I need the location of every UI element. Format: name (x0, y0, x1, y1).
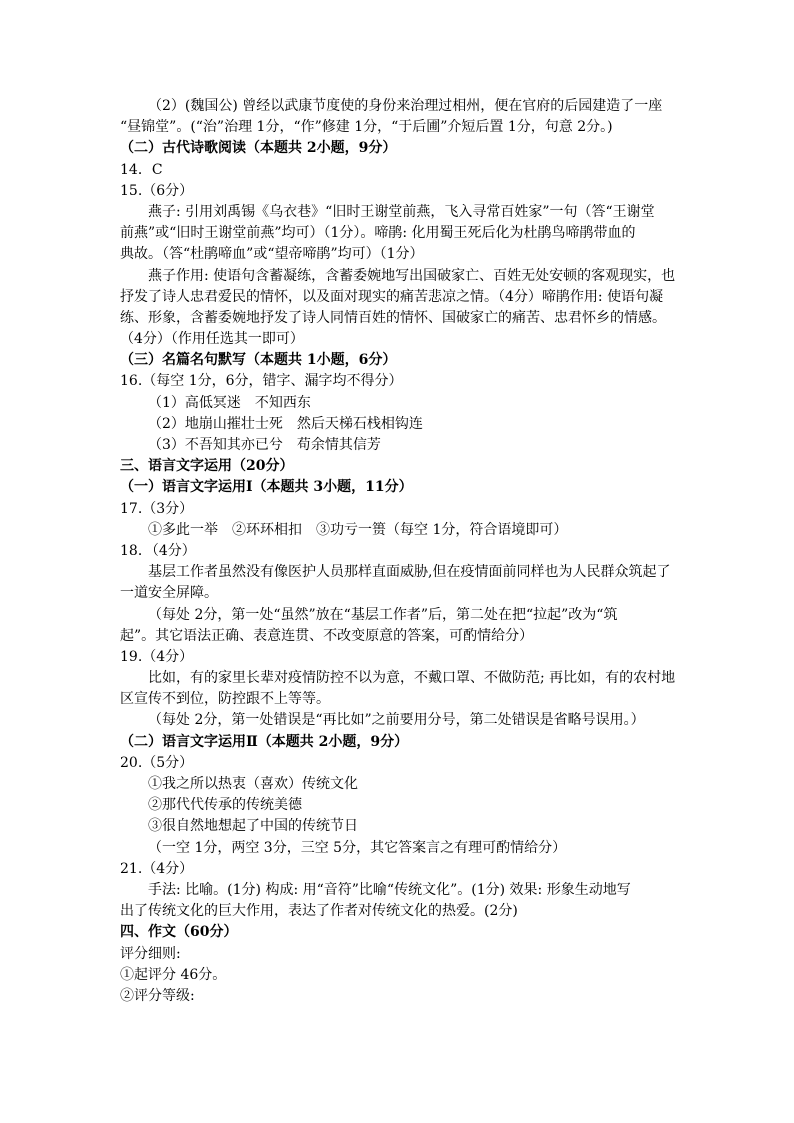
text-line: 14．C (120, 161, 163, 178)
text-line: （1）高低冥迷 不知西东 (148, 394, 311, 411)
text-line: 19.（4分） (120, 648, 194, 665)
text-line: 抒发了诗人忠君爱民的情怀，以及面对现实的痛苦悲凉之情。（4分）啼鹃作用: 使语句凝 (120, 288, 664, 305)
text-line: ①起评分 46分。 (120, 966, 227, 983)
text-line: （2）地崩山摧壮士死 然后天梯石栈相钩连 (148, 415, 423, 432)
answer-key-content (120, 96, 680, 1007)
text-line: ②评分等级: (120, 987, 195, 1004)
text-line: 17.（3分） (120, 500, 194, 517)
text-line: 20.（5分） (120, 754, 194, 771)
text-line: 燕子: 引用刘禹锡《乌衣巷》“旧时王谢堂前燕，飞入寻常百姓家”一句（答“王谢堂 (148, 203, 655, 220)
text-line: 评分细则: (120, 945, 181, 962)
text-line: ①多此一举 ②环环相扣 ③功亏一篑（每空 1分，符合语境即可） (148, 521, 568, 538)
text-line: （2）(魏国公) 曾经以武康节度使的身份来治理过相州，便在官府的后园建造了一座 (148, 98, 663, 114)
text-line: 四、作文（60分） (120, 924, 238, 941)
text-line: （一）语言文字运用Ⅰ（本题共 3小题，11分） (120, 479, 413, 496)
text-line: （4分）（作用任选其一即可） (120, 331, 304, 348)
text-line: 基层工作者虽然没有像医护人员那样直面威胁,但在疫情面前同样也为人民群众筑起了 (148, 564, 671, 581)
text-line: 燕子作用: 使语句含蓄凝练，含蓄委婉地写出国破家亡、百姓无处安顿的客观现实，也 (148, 267, 676, 284)
text-line: （每处 2分，第一处错误是“再比如”之前要用分号，第二处错误是省略号误用。） (148, 712, 645, 729)
text-line: 三、语言文字运用（20分） (120, 458, 294, 475)
text-line: 18．（4分） (120, 542, 196, 559)
text-line: 一道安全屏障。 (120, 585, 218, 602)
text-line: （每处 2分，第一处“虽然”放在“基层工作者”后，第二处在把“拉起”改为“筑 (148, 606, 618, 623)
text-line: “昼锦堂”。(“治”治理 1分，“作”修建 1分，“于后圃”介短后置 1分，句意 2分。) (120, 119, 613, 136)
text-line: 区宣传不到位，防控跟不上等等。 (120, 691, 330, 708)
text-line: 比如，有的家里长辈对疫情防控不以为意，不戴口罩、不做防范; 再比如，有的农村地 (148, 670, 676, 687)
text-line: 16.（每空 1分，6分，错字、漏字均不得分） (120, 373, 403, 390)
text-line: （二）古代诗歌阅读（本题共 2小题，9分） (120, 140, 397, 157)
text-line: 21.（4分） (120, 860, 194, 877)
text-line: 前燕”或“旧时王谢堂前燕”均可）（1分）。啼鹃: 化用蜀王死后化为杜鹃鸟啼鹃带血的 (120, 225, 636, 242)
text-line: ②那代代传承的传统美德 (148, 797, 302, 814)
text-line: （三）名篇名句默写（本题共 1小题，6分） (120, 352, 397, 369)
text-line: （一空 1分，两空 3分，三空 5分，其它答案言之有理可酌情给分） (148, 839, 567, 856)
text-line: （3）不吾知其亦已兮 苟余情其信芳 (148, 437, 381, 453)
text-line: 手法: 比喻。(1分) 构成: 用“音符”比喻“传统文化”。(1分) 效果: 形象生动地写 (148, 881, 631, 898)
text-line: （二）语言文字运用Ⅱ（本题共 2小题，9分） (120, 733, 409, 750)
text-line: 练、形象，含蓄委婉地抒发了诗人同情百姓的情怀、国破家亡的痛苦、忠君怀乡的情感。 (120, 309, 666, 326)
text-line: 起”。其它语法正确、表意连贯、不改变原意的答案，可酌情给分） (120, 627, 534, 644)
text-line: 15.（6分） (120, 182, 194, 199)
text-line: ③很自然地想起了中国的传统节日 (148, 818, 358, 835)
text-line: ①我之所以热衷（喜欢）传统文化 (148, 776, 358, 792)
text-line: 出了传统文化的巨大作用，表达了作者对传统文化的热爱。(2分) (120, 903, 518, 920)
text-line: 典故。（答“杜鹃啼血”或“望帝啼鹃”均可）（1分） (120, 246, 424, 263)
